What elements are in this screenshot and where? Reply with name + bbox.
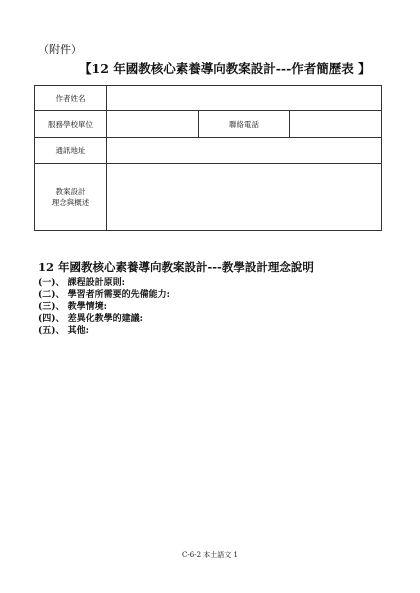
concept-label-line2: 理念與概述 — [51, 198, 90, 207]
design-concept-section — [38, 259, 314, 337]
author-name-field[interactable] — [107, 86, 382, 111]
attachment-label: （附件） — [38, 43, 82, 56]
section-item-prerequisites: (二)、 學習者所需要的先備能力: — [38, 290, 170, 300]
concept-label — [35, 164, 107, 231]
section-item-context: (三)、 教學情境: — [38, 302, 107, 312]
concept-label-line1: 教案設計 — [55, 187, 86, 196]
concept-row — [35, 164, 382, 231]
phone-field[interactable] — [290, 111, 382, 138]
school-row — [35, 111, 382, 138]
form-title: 【12 年國教核心素養導向教案設計---作者簡歷表 】 — [79, 61, 371, 76]
school-field[interactable] — [107, 111, 199, 138]
section-item-other: (五)、 其他: — [38, 326, 89, 336]
author-name-label: 作者姓名 — [35, 86, 107, 111]
author-profile-table — [34, 85, 382, 231]
section-item-principles: (一)、 課程設計原則: — [38, 278, 125, 288]
section-title: 12 年國教核心素養導向教案設計---教學設計理念說明 — [38, 260, 314, 274]
address-row — [35, 138, 382, 164]
school-label: 服務學校單位 — [35, 111, 107, 138]
address-label: 通訊地址 — [35, 138, 107, 164]
page-footer: C-6-2 本土語文 1 — [182, 551, 238, 559]
address-field[interactable] — [107, 138, 382, 164]
concept-field[interactable] — [107, 164, 382, 231]
phone-label: 聯絡電話 — [198, 111, 290, 138]
section-item-differentiation: (四)、 差異化教學的建議: — [38, 314, 143, 324]
author-name-row — [35, 86, 382, 111]
